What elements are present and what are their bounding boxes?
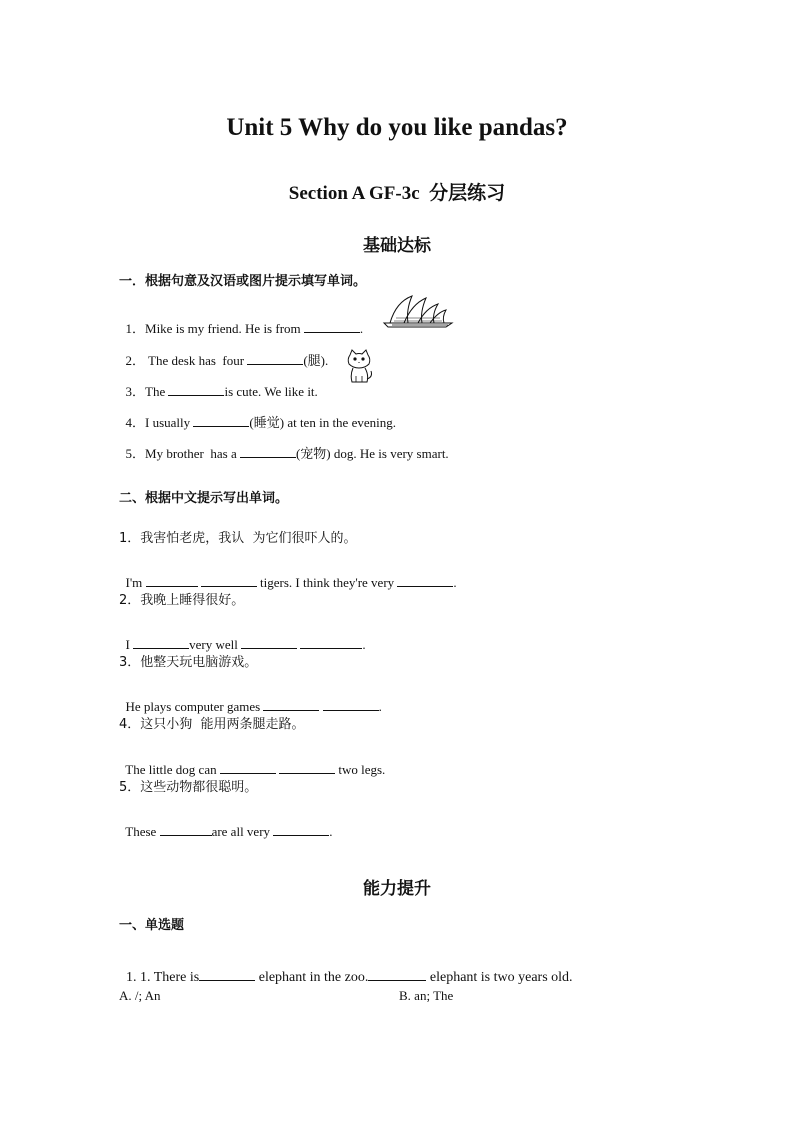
- question-text: tigers. I think they're very: [256, 575, 398, 590]
- question-2-2-cn: 2．我晚上睡得很好。: [119, 593, 245, 608]
- question-2-3-en: [119, 682, 382, 715]
- answer-blank[interactable]: [220, 761, 276, 774]
- question-text: two legs.: [335, 762, 386, 777]
- question-1-1: [119, 302, 363, 337]
- mc-question-1: [119, 952, 573, 986]
- question-text: is cute. We like it.: [224, 384, 318, 399]
- question-2-5-cn: 5．这些动物都很聪明。: [119, 780, 258, 795]
- question-1-5: [119, 427, 449, 462]
- question-text: (睡觉) at ten in the evening.: [249, 415, 396, 430]
- question-number: 4．: [125, 415, 146, 430]
- answer-blank[interactable]: [273, 823, 329, 836]
- question-text: .: [329, 824, 333, 839]
- question-text: I'm: [125, 575, 146, 590]
- answer-blank[interactable]: [133, 636, 189, 649]
- question-text: (腿).: [303, 353, 329, 368]
- question-number: 1．: [125, 321, 146, 336]
- question-text: I: [125, 637, 134, 652]
- question-number: 5．: [125, 446, 146, 461]
- opera-house-icon: [382, 290, 454, 328]
- question-text: (宠物) dog. He is very smart.: [295, 446, 449, 461]
- answer-blank[interactable]: [300, 636, 362, 649]
- question-number: 3．: [125, 384, 146, 399]
- question-text: elephant in the zoo.: [255, 970, 369, 985]
- question-text: are all very: [211, 824, 274, 839]
- question-2-3-cn: 3．他整天玩电脑游戏。: [119, 655, 258, 670]
- answer-blank[interactable]: [193, 414, 249, 427]
- answer-blank[interactable]: [304, 320, 360, 333]
- question-text: elephant is two years old.: [426, 970, 573, 985]
- answer-blank[interactable]: [201, 574, 257, 587]
- question-2-4-en: [119, 745, 385, 778]
- part-heading-multiple-choice: 一、单选题: [119, 918, 185, 933]
- question-1-3: [119, 365, 318, 400]
- option-a[interactable]: A. /; An: [119, 988, 161, 1003]
- question-text: very well: [189, 637, 242, 652]
- part-heading-fill-words: 一．根据句意及汉语或图片提示填写单词。: [119, 274, 367, 289]
- answer-blank[interactable]: [168, 383, 224, 396]
- question-2-1-cn: 1．我害怕老虎，我认 为它们很吓人的。: [119, 531, 357, 546]
- question-text: He plays computer games: [125, 699, 264, 714]
- answer-blank[interactable]: [241, 636, 297, 649]
- answer-blank[interactable]: [160, 823, 212, 836]
- question-text: The desk has four: [145, 353, 248, 368]
- option-b[interactable]: B. an; The: [399, 988, 454, 1003]
- question-text: The: [145, 384, 169, 399]
- part-heading-write-words: 二、根据中文提示写出单词。: [119, 491, 289, 506]
- answer-blank[interactable]: [240, 445, 296, 458]
- answer-blank[interactable]: [247, 352, 303, 365]
- question-text: The little dog can: [125, 762, 220, 777]
- question-text: .: [362, 637, 366, 652]
- question-2-1-en: [119, 558, 457, 591]
- question-1-2: [119, 334, 328, 369]
- question-number: 1.: [126, 970, 140, 985]
- cat-icon: [343, 349, 375, 385]
- question-text: .: [453, 575, 457, 590]
- page-title: Unit 5 Why do you like pandas?: [226, 114, 568, 141]
- question-text: These: [125, 824, 160, 839]
- answer-blank[interactable]: [279, 761, 335, 774]
- answer-blank[interactable]: [368, 968, 426, 981]
- question-text: Mike is my friend. He is from: [145, 321, 304, 336]
- answer-blank[interactable]: [397, 574, 453, 587]
- question-2-4-cn: 4．这只小狗 能用两条腿走路。: [119, 717, 305, 732]
- section-heading-basic: 基础达标: [363, 236, 431, 255]
- question-text: 1. There is: [140, 970, 200, 985]
- question-number: 2．: [125, 353, 146, 368]
- question-1-4: [119, 396, 396, 431]
- page-subtitle: Section A GF-3c 分层练习: [288, 183, 506, 204]
- question-text: I usually: [145, 415, 194, 430]
- question-2-2-en: [119, 620, 366, 653]
- question-2-5-en: [119, 807, 333, 840]
- answer-blank[interactable]: [263, 698, 319, 711]
- answer-blank[interactable]: [323, 698, 379, 711]
- question-text: My brother has a: [145, 446, 240, 461]
- section-heading-advanced: 能力提升: [363, 879, 431, 898]
- question-text: .: [378, 699, 382, 714]
- question-text: .: [359, 321, 364, 336]
- answer-blank[interactable]: [199, 968, 255, 981]
- answer-blank[interactable]: [146, 574, 198, 587]
